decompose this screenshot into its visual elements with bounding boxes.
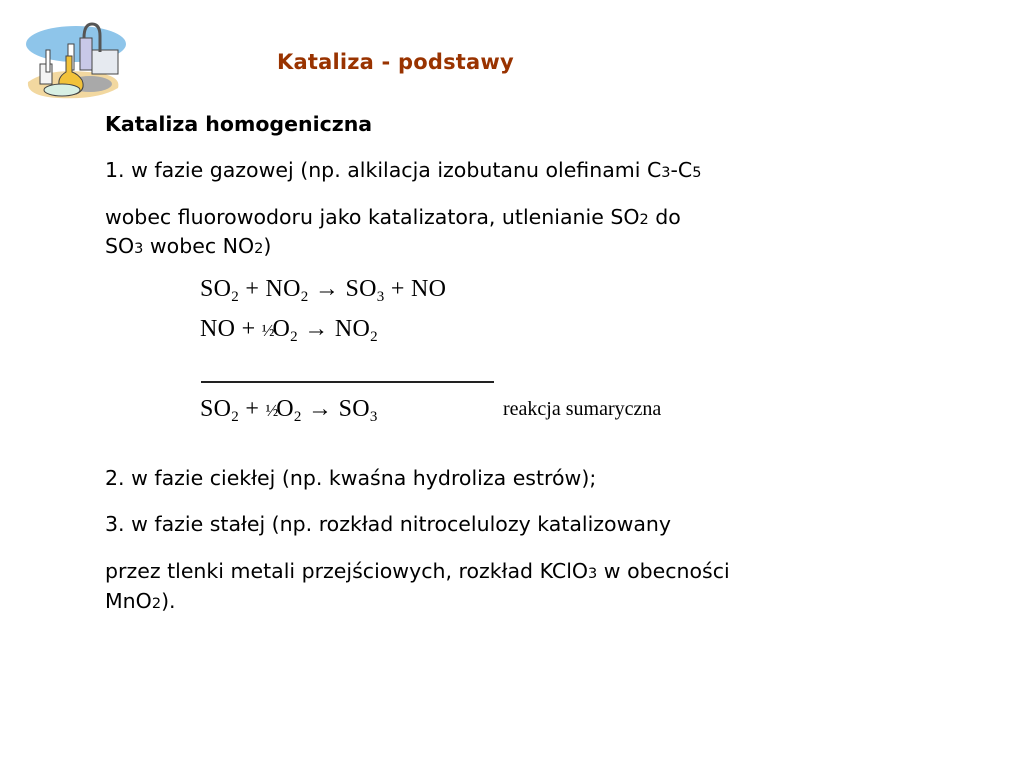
item-3-line-3: MnO2). xyxy=(105,589,176,613)
item-1-line-1: 1. w fazie gazowej (np. alkilacja izobutanu olefinami C3-C5 xyxy=(105,158,702,182)
item-1-line-3: SO3 wobec NO2) xyxy=(105,234,272,258)
chemistry-lab-icon xyxy=(18,16,130,100)
equation-sum: $SO_2$ + $\frac{1}{2}O_2 \to SO_3$ xyxy=(200,396,378,425)
sum-divider xyxy=(201,381,494,383)
item-3-line-2: przez tlenki metali przejściowych, rozkład KClO3 w obecności xyxy=(105,559,730,583)
item-3-line-1: 3. w fazie stałej (np. rozkład nitrocelulozy katalizowany xyxy=(105,512,672,536)
sum-reaction-label: reakcja sumaryczna xyxy=(503,398,662,420)
equation-2: NO + $\frac{1}{2}O_2 \to NO_2$ xyxy=(200,316,378,345)
section-heading: Kataliza homogeniczna xyxy=(105,112,373,136)
item-1-line-2: wobec fluorowodoru jako katalizatora, utlenianie SO2 do xyxy=(105,205,681,229)
item-2: 2. w fazie ciekłej (np. kwaśna hydroliza estrów); xyxy=(105,466,597,490)
slide-title: Kataliza - podstawy xyxy=(277,50,514,74)
equation-1: $SO_2 + NO_2 \to SO_3$ + NO xyxy=(200,276,447,305)
